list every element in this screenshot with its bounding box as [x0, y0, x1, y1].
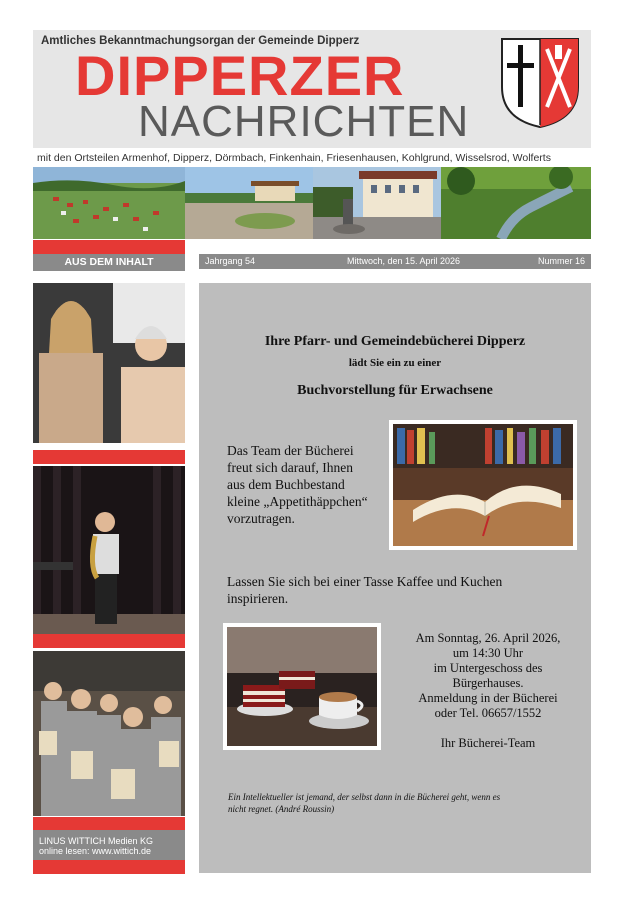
sidebar-divider — [33, 817, 185, 831]
village-aerial-photo — [33, 167, 185, 239]
team-line: vorzutragen. — [227, 511, 295, 526]
detail-line: Am Sonntag, 26. April 2026, — [415, 631, 561, 645]
team-line: aus dem Buchbestand — [227, 477, 345, 492]
open-book-photo — [389, 420, 577, 550]
quote — [228, 791, 558, 815]
detail-line: im Untergeschoss des — [433, 661, 543, 675]
sidebar-photo-two-women — [33, 283, 185, 443]
footer-accent — [33, 860, 185, 874]
organ-label: Amtliches Bekanntmachungsorgan der Gemeinde Dipperz — [41, 35, 360, 47]
kaffee-paragraph — [227, 573, 587, 607]
publisher-text — [39, 836, 153, 856]
online-link[interactable]: online lesen: www.wittich.de — [39, 846, 152, 856]
sidebar-divider — [33, 634, 185, 648]
detail-line: Bürgerhauses. — [452, 676, 524, 690]
quote-line: Ein Intellektueller ist jemand, der selbst dann in die Bücherei geht, wenn es — [228, 792, 501, 802]
quote-line: nicht regnet. (André Roussin) — [228, 804, 335, 814]
signature: Ihr Bücherei-Team — [440, 736, 536, 750]
kaffee-line: inspirieren. — [227, 591, 289, 606]
issue-info-bar — [199, 254, 591, 269]
sidebar-photo-saxophonist — [33, 466, 185, 634]
plaza-photo — [185, 167, 313, 239]
article-subtitle: lädt Sie ein zu einer — [348, 357, 442, 369]
team-line: kleine „Appetithäppchen“ — [227, 494, 368, 509]
detail-line: um 14:30 Uhr — [452, 646, 524, 660]
team-line: freut sich darauf, Ihnen — [227, 460, 353, 475]
section-label: AUS DEM INHALT — [64, 256, 154, 268]
accent-strip — [33, 240, 185, 254]
team-line: Das Team der Bücherei — [227, 443, 354, 458]
sidebar-divider — [33, 450, 185, 464]
stream-photo — [441, 167, 591, 239]
article-title: Ihre Pfarr- und Gemeindebücherei Dipperz — [264, 334, 526, 349]
sidebar-photo-honorees — [33, 651, 185, 816]
event-details — [393, 631, 583, 751]
coat-of-arms-icon — [500, 37, 580, 129]
ortsteile-text: mit den Ortsteilen Armenhof, Dipperz, Dörmbach, Finkenhain, Friesenhausen, Kohlgrund, Wisselsrod, Wolferts — [37, 152, 551, 164]
title-line-1: DIPPERZER — [75, 44, 405, 107]
detail-line: Anmeldung in der Bücherei — [418, 691, 558, 705]
town-hall-photo — [313, 167, 441, 239]
jahrgang: Jahrgang 54 — [205, 256, 256, 266]
article-event: Buchvorstellung für Erwachsene — [297, 383, 493, 398]
publisher-name: LINUS WITTICH Medien KG — [39, 836, 154, 846]
team-paragraph — [227, 442, 377, 527]
issue-number: Nummer 16 — [537, 256, 585, 266]
coffee-cake-photo — [223, 623, 381, 750]
issue-date: Mittwoch, den 15. April 2026 — [347, 256, 461, 266]
title-line-2: NACHRICHTEN — [138, 97, 470, 146]
kaffee-line: Lassen Sie sich bei einer Tasse Kaffee und Kuchen — [227, 574, 503, 589]
detail-line: oder Tel. 06657/1552 — [434, 706, 542, 720]
